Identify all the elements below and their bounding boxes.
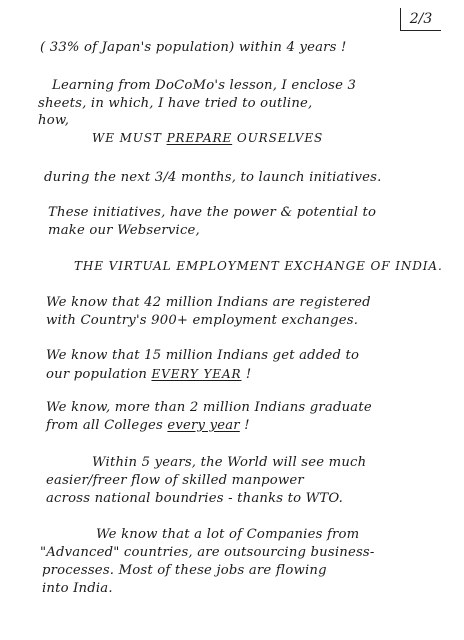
underlined-text: every year [167, 418, 240, 433]
letter-line: Within 5 years, the World will see much [92, 455, 367, 470]
letter-text: our population [46, 367, 152, 382]
letter-text: ! [241, 367, 252, 382]
letter-line: We know, more than 2 million Indians graduate [46, 400, 372, 415]
letter-line: during the next 3/4 months, to launch initiatives. [44, 170, 382, 185]
letter-text: WE MUST [92, 131, 167, 145]
letter-line: into India. [42, 581, 113, 596]
letter-text: ! [239, 418, 250, 433]
letter-line: easier/freer flow of skilled manpower [46, 473, 304, 488]
letter-line: with Country's 900+ employment exchanges. [46, 313, 359, 328]
letter-line: These initiatives, have the power & potential to [48, 205, 377, 220]
letter-text: from all Colleges [46, 418, 168, 433]
letter-line: make our Webservice, [48, 223, 200, 238]
page-number: 2/3 [400, 8, 441, 31]
letter-line: processes. Most of these jobs are flowing [42, 563, 327, 578]
letter-line: across national boundries - thanks to WTO. [46, 491, 344, 506]
letter-line: We know that 15 million Indians get added to [46, 348, 360, 363]
letter-text: OURSELVES [232, 131, 324, 145]
letter-heading-line [92, 130, 323, 146]
letter-line: We know that 42 million Indians are registered [46, 295, 371, 310]
letter-line [46, 366, 251, 383]
underlined-text: PREPARE [166, 131, 233, 145]
underlined-text: EVERY YEAR [151, 367, 242, 381]
letter-line: We know that a lot of Companies from [96, 527, 360, 542]
letter-line: sheets, in which, I have tried to outline, [38, 96, 313, 111]
letter-line [46, 418, 250, 434]
letter-heading-line: THE VIRTUAL EMPLOYMENT EXCHANGE OF INDIA. [74, 259, 443, 273]
letter-line: how, [38, 113, 70, 128]
letter-line: ( 33% of Japan's population) within 4 years ! [40, 40, 347, 55]
letter-line: Learning from DoCoMo's lesson, I enclose 3 [52, 78, 357, 93]
letter-line: "Advanced" countries, are outsourcing business- [40, 545, 375, 560]
